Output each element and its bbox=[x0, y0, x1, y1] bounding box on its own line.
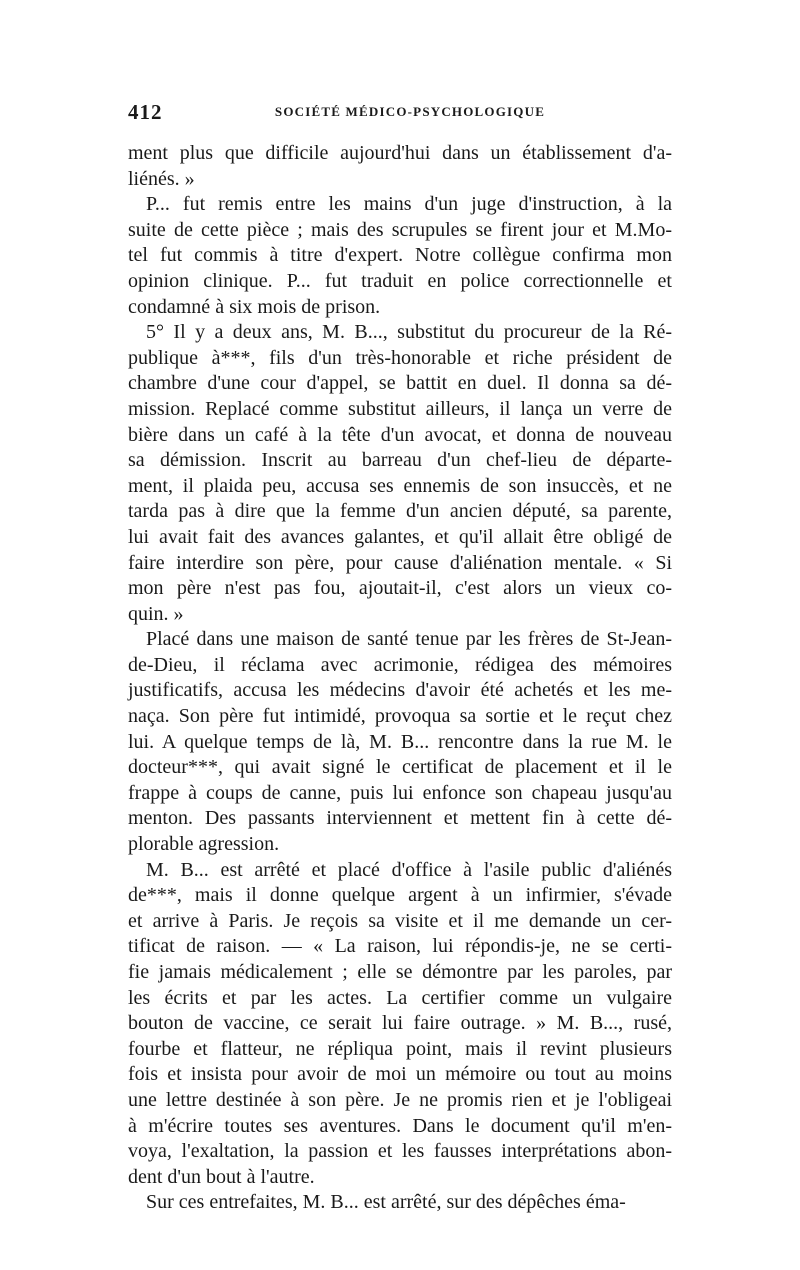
text-line: 5° Il y a deux ans, M. B..., substitut du procureur de la Ré- bbox=[146, 321, 672, 344]
text-line: plorable agression. bbox=[128, 833, 280, 856]
text-line: dent d'un bout à l'autre. bbox=[128, 1165, 315, 1188]
text-line: tificat de raison. — « La raison, lui répondis-je, ne se certi- bbox=[128, 935, 672, 958]
running-head: SOCIÉTÉ MÉDICO-PSYCHOLOGIQUE bbox=[274, 104, 546, 119]
text-line: Sur ces entrefaites, M. B... est arrêté, sur des dépêches éma- bbox=[146, 1191, 626, 1214]
text-line: sa démission. Inscrit au barreau d'un chef-lieu de départe- bbox=[128, 449, 672, 472]
text-line: suite de cette pièce ; mais des scrupules se firent jour et M.Mo- bbox=[128, 218, 672, 241]
text-line: fois et insista pour avoir de moi un mémoire ou tout au moins bbox=[128, 1063, 672, 1086]
text-line: et arrive à Paris. Je reçois sa visite et il me demande un cer- bbox=[128, 909, 672, 932]
text-line: de-Dieu, il réclama avec acrimonie, rédigea des mémoires bbox=[128, 653, 672, 676]
page-number: 412 bbox=[128, 100, 163, 124]
text-line: opinion clinique. P... fut traduit en police correctionnelle et bbox=[128, 269, 672, 292]
text-line: condamné à six mois de prison. bbox=[128, 295, 381, 318]
text-line: de***, mais il donne quelque argent à un infirmier, s'évade bbox=[128, 884, 672, 907]
text-line: les écrits et par les actes. La certifier comme un vulgaire bbox=[128, 986, 672, 1009]
text-line: chambre d'une cour d'appel, se battit en duel. Il donna sa dé- bbox=[128, 372, 672, 395]
text-line: M. B... est arrêté et placé d'office à l'asile public d'aliénés bbox=[146, 858, 672, 881]
text-line: Placé dans une maison de santé tenue par les frères de St-Jean- bbox=[146, 628, 672, 651]
text-line: tarda pas à dire que la femme d'un ancien député, sa parente, bbox=[128, 500, 672, 523]
text-line: ment, il plaida peu, accusa ses ennemis de son insuccès, et ne bbox=[128, 474, 672, 497]
text-line: frappe à coups de canne, puis lui enfonce son chapeau jusqu'au bbox=[128, 781, 672, 804]
text-line: une lettre destinée à son père. Je ne promis rien et je l'obligeai bbox=[128, 1088, 672, 1111]
text-line: bière dans un café à la tête d'un avocat, et donna de nouveau bbox=[128, 423, 672, 446]
text-line: lui avait fait des avances galantes, et qu'il allait être obligé de bbox=[128, 525, 672, 548]
text-line: ment plus que difficile aujourd'hui dans un établissement d'a- bbox=[128, 142, 672, 164]
body-text bbox=[128, 141, 672, 1216]
text-line: publique à***, fils d'un très-honorable et riche président de bbox=[128, 346, 672, 369]
text-line: bouton de vaccine, ce serait lui faire outrage. » M. B..., rusé, bbox=[128, 1012, 672, 1035]
text-line: fourbe et flatteur, ne répliqua point, mais il revint plusieurs bbox=[128, 1037, 672, 1060]
text-line: voya, l'exaltation, la passion et les fausses interprétations abon- bbox=[128, 1140, 672, 1163]
page-header bbox=[128, 100, 672, 124]
text-line: P... fut remis entre les mains d'un juge d'instruction, à la bbox=[146, 193, 672, 216]
text-line: liénés. » bbox=[128, 167, 195, 190]
text-line: justificatifs, accusa les médecins d'avoir été achetés et les me- bbox=[128, 679, 672, 702]
text-line: faire interdire son père, pour cause d'aliénation mentale. « Si bbox=[128, 551, 672, 574]
text-line: docteur***, qui avait signé le certificat de placement et il le bbox=[128, 756, 672, 779]
text-line: menton. Des passants interviennent et mettent fin à cette dé- bbox=[128, 807, 672, 830]
text-line: fie jamais médicalement ; elle se démontre par les paroles, par bbox=[128, 961, 672, 983]
text-line: lui. A quelque temps de là, M. B... rencontre dans la rue M. le bbox=[128, 730, 672, 753]
text-line: quin. » bbox=[128, 602, 184, 625]
text-line: à m'écrire toutes ses aventures. Dans le document qu'il m'en- bbox=[128, 1114, 672, 1137]
text-line: mon père n'est pas fou, ajoutait-il, c'est alors un vieux co- bbox=[128, 577, 672, 600]
text-line: naça. Son père fut intimidé, provoqua sa sortie et le reçut chez bbox=[128, 705, 672, 728]
text-line: mission. Replacé comme substitut ailleurs, il lança un verre de bbox=[128, 397, 672, 420]
text-line: tel fut commis à titre d'expert. Notre collègue confirma mon bbox=[128, 244, 672, 267]
